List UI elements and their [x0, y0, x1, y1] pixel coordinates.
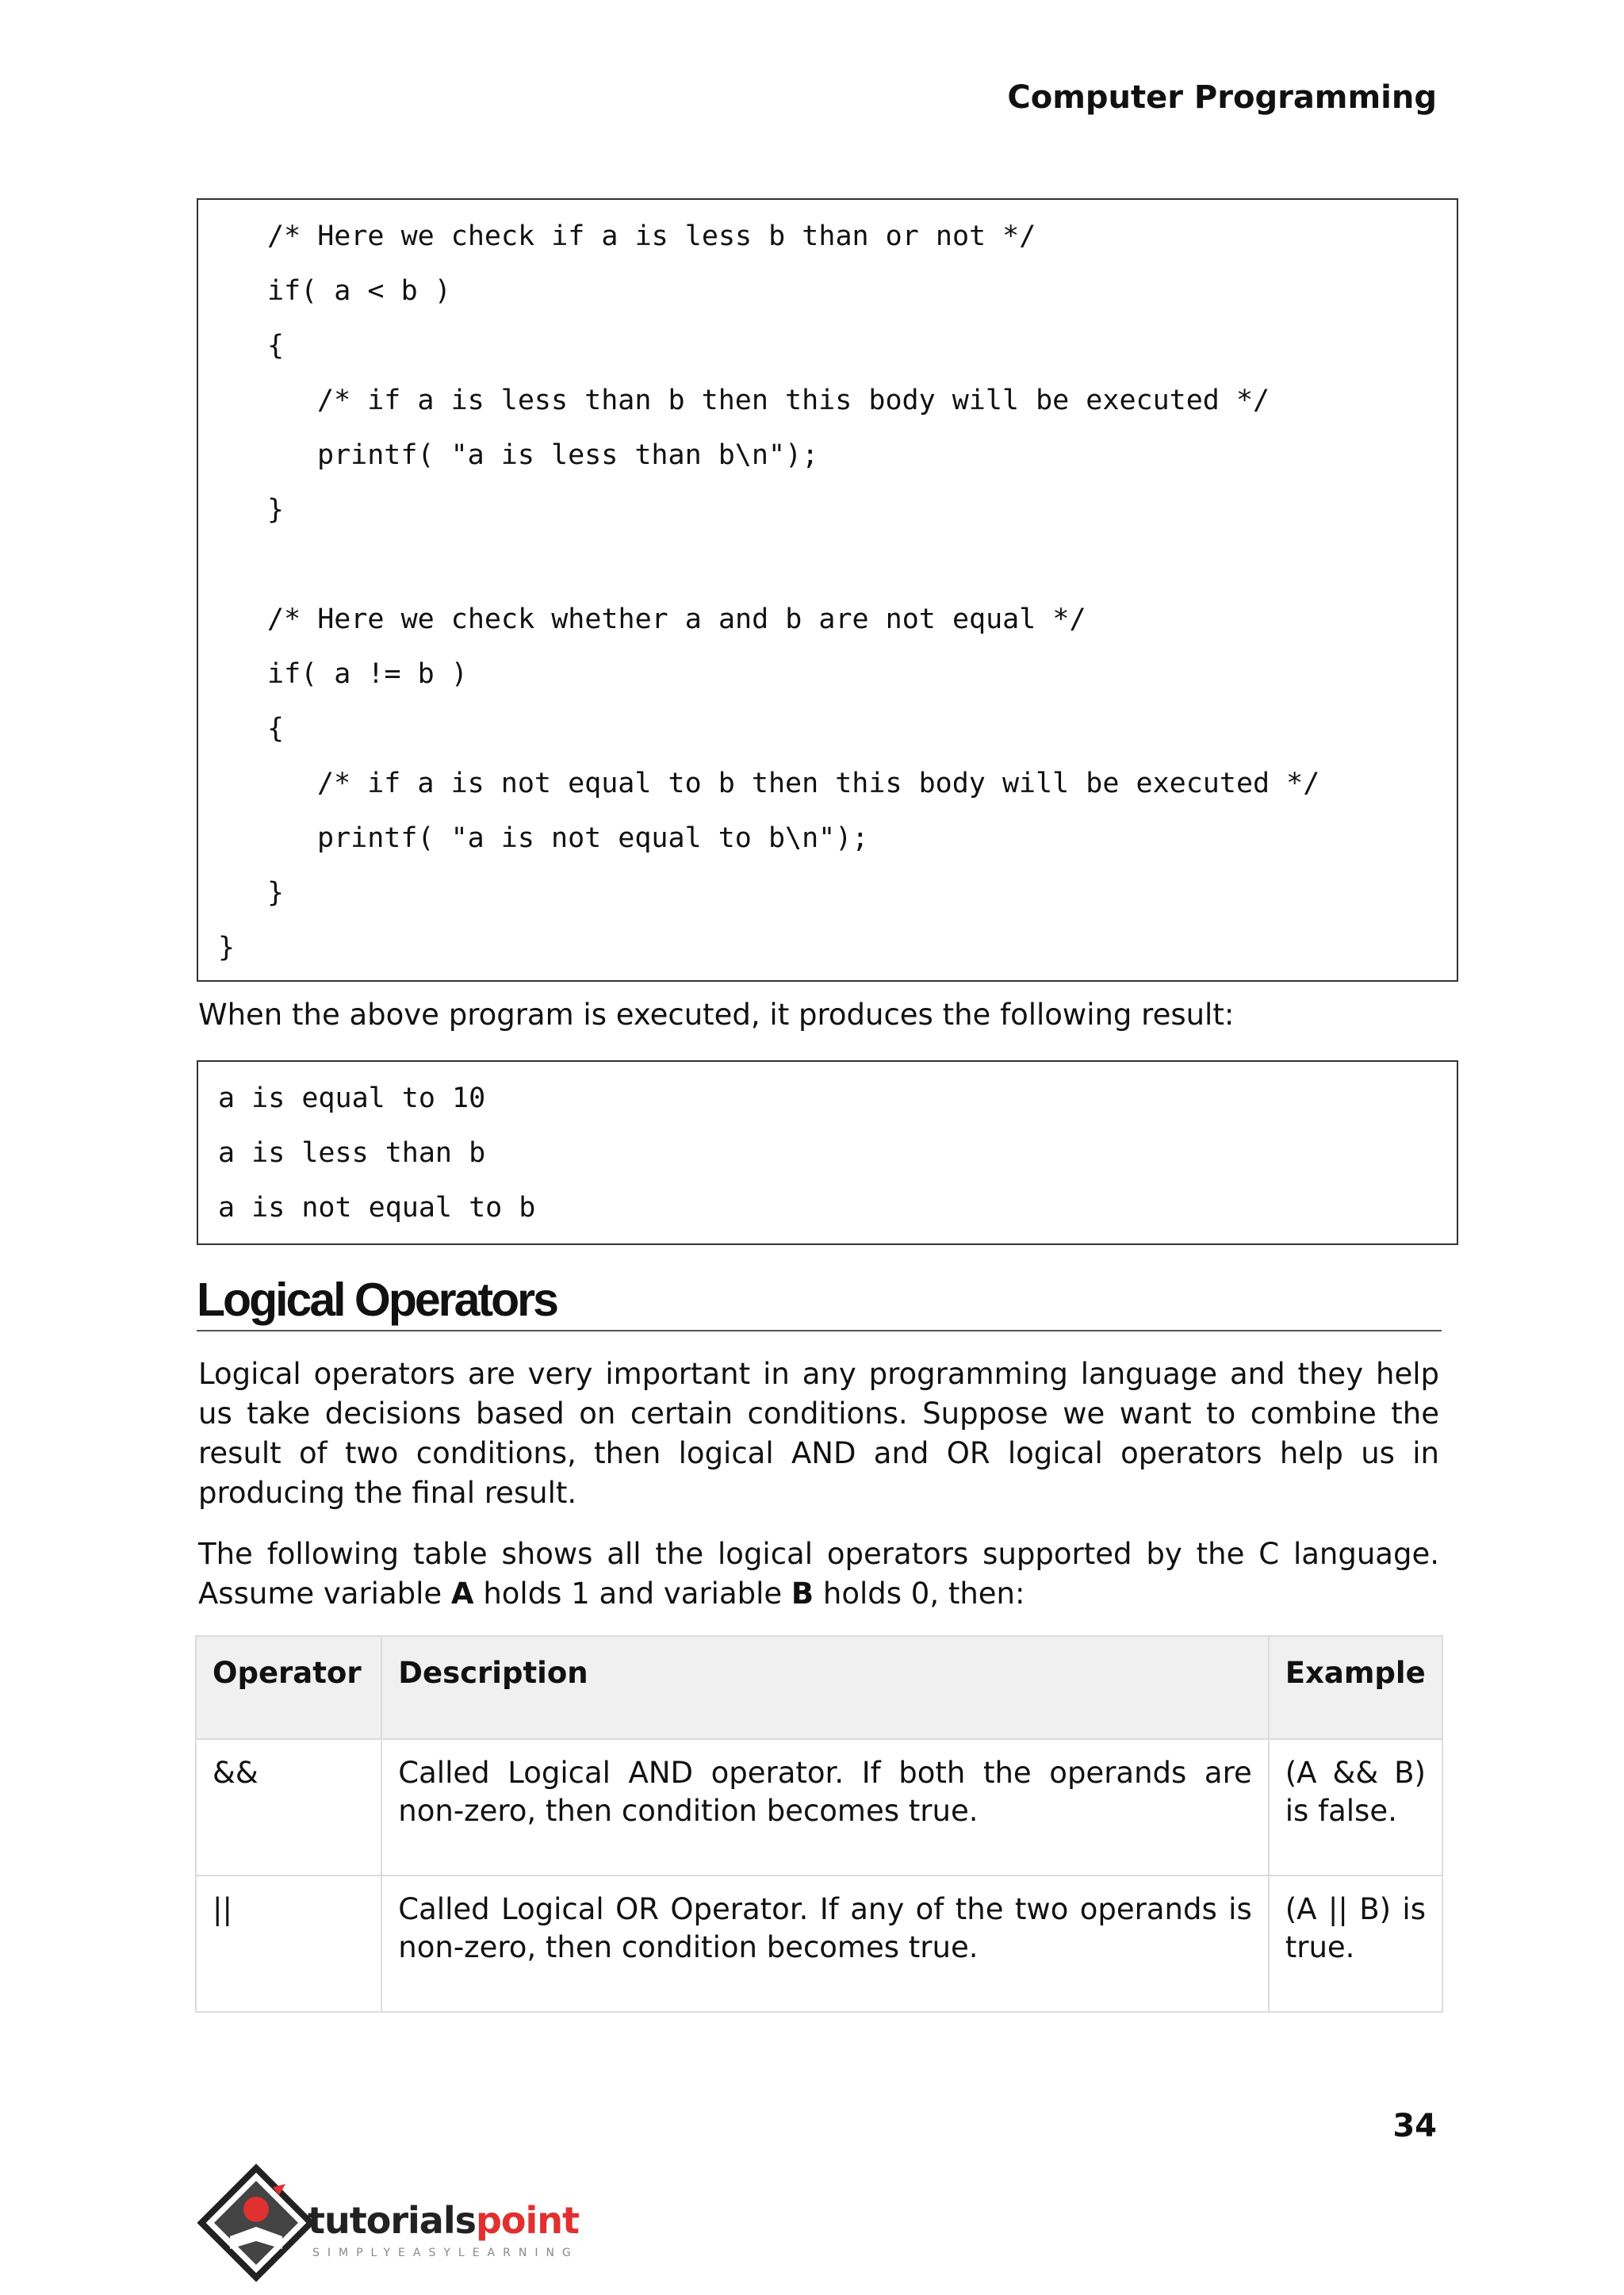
variable-a: A [450, 1577, 474, 1611]
code-line: /* Here we check whether a and b are not equal */ [267, 603, 1086, 635]
code-line: printf( "a is less than b\n"); [317, 439, 819, 471]
paragraph-text: The following table shows all the logical operators supported by the C language. Assume variable [198, 1537, 1439, 1611]
code-block [197, 198, 1458, 982]
output-line: a is less than b [218, 1137, 486, 1169]
page-number: 34 [1392, 2108, 1437, 2144]
code-line: /* if a is less than b then this body will be executed */ [317, 385, 1270, 416]
code-line: if( a != b ) [267, 658, 468, 690]
code-line: printf( "a is not equal to b\n"); [317, 822, 869, 854]
operator-cell: || [196, 1875, 381, 2012]
description-cell: Called Logical OR Operator. If any of the two operands is non-zero, then condition becomes true. [381, 1875, 1268, 2012]
code-line [198, 548, 1457, 603]
logo-wordmark [308, 2199, 579, 2242]
code-line: { [267, 713, 285, 745]
section-heading: Logical Operators [197, 1273, 1442, 1331]
output-line: a is not equal to b [218, 1192, 536, 1224]
intro-paragraph: Logical operators are very important in any programming language and they help us take decisions based on certain conditions. Suppose we want to combine the result of two conditions, then logical AND and OR logical operators help us in producing the final result. [198, 1357, 1439, 1510]
table-row [196, 1875, 1442, 2012]
header-example: Example [1269, 1636, 1442, 1739]
logical-operators-table [195, 1635, 1443, 2013]
variable-b: B [791, 1577, 814, 1611]
code-line: } [267, 494, 285, 526]
description-cell: Called Logical AND operator. If both the operands are non-zero, then condition becomes true. [381, 1739, 1268, 1875]
table-intro-paragraph [198, 1534, 1439, 1614]
tutorialspoint-logo [197, 2163, 609, 2282]
operator-cell: && [196, 1739, 381, 1875]
paragraph-text: holds 0, then: [814, 1577, 1025, 1611]
logo-tagline: SIMPLYEASYLEARNING [312, 2247, 579, 2259]
paragraph-text: holds 1 and variable [473, 1577, 791, 1611]
code-line: { [267, 330, 285, 362]
example-cell: (A || B) is true. [1269, 1875, 1442, 2012]
logo-emblem-icon [197, 2163, 316, 2282]
running-header: Computer Programming [1007, 79, 1437, 116]
code-line: /* Here we check if a is less b than or not */ [267, 220, 1036, 252]
table-header-row [196, 1636, 1442, 1739]
output-line: a is equal to 10 [218, 1082, 486, 1114]
logo-word-tutorials: tutorials [308, 2199, 476, 2242]
code-line: if( a < b ) [267, 275, 451, 307]
logo-word-point: point [475, 2199, 580, 2242]
header-operator: Operator [196, 1636, 381, 1739]
header-description: Description [381, 1636, 1268, 1739]
example-cell: (A && B) is false. [1269, 1739, 1442, 1875]
table-row [196, 1739, 1442, 1875]
code-line: } [267, 877, 285, 909]
output-block [197, 1060, 1458, 1245]
result-intro-text: When the above program is executed, it produces the following result: [198, 998, 1235, 1032]
code-line: } [218, 932, 236, 964]
code-line: /* if a is not equal to b then this body will be executed */ [317, 768, 1320, 799]
